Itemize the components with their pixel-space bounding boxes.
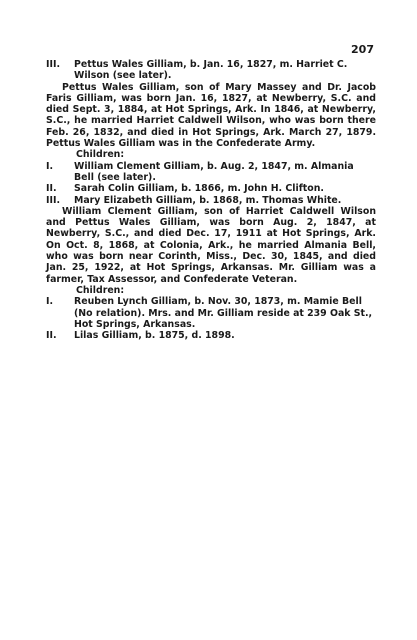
entry-text: Lilas Gilliam, b. 1875, d. 1898. xyxy=(74,330,235,342)
children-heading: Children: xyxy=(76,284,125,296)
list-entry xyxy=(46,59,376,82)
entry-numeral: II. xyxy=(46,183,57,195)
entry-text: William Clement Gilliam, b. Aug. 2, 1847, m. Almania Bell (see later). xyxy=(74,160,354,183)
entry-numeral: I. xyxy=(46,160,54,172)
entry-text: Sarah Colin Gilliam, b. 1866, m. John H. Clifton. xyxy=(74,183,324,195)
paragraph: Pettus Wales Gilliam, son of Mary Massey and Dr. Jacob Faris Gilliam, was born Jan. 16, 1827, at Newberry, S.C. and died Sept. 3, 1884, at Hot Springs, Ark. In 1846, at Newberry, S.C., he married Harriet Caldwell Wilson, who was born there Feb. 26, 1832, and died in Hot Springs, Ark. March 27, 1879. Pettus Wales Gilliam was in the Confederate Army. xyxy=(46,81,376,150)
entry-numeral: III. xyxy=(46,59,61,70)
entry-numeral: I. xyxy=(46,296,54,308)
entry-text: Pettus Wales Gilliam, b. Jan. 16, 1827, m. Harriet C. Wilson (see later). xyxy=(74,59,348,82)
entry-numeral: III. xyxy=(46,194,61,206)
list-entry xyxy=(46,296,376,330)
page-number: 207 xyxy=(351,43,374,56)
list-entry xyxy=(46,330,376,341)
entry-text: Mary Elizabeth Gilliam, b. 1868, m. Thomas White. xyxy=(74,194,342,206)
entry-text: Reuben Lynch Gilliam, b. Nov. 30, 1873, m. Mamie Bell (No relation). Mrs. and Mr. Gilliam reside at 239 Oak St., Hot Springs, Arkansas. xyxy=(74,296,373,330)
children-heading: Children: xyxy=(76,149,125,161)
page-body xyxy=(46,59,376,341)
entry-numeral: II. xyxy=(46,330,57,342)
list-entry xyxy=(46,195,376,206)
list-entry xyxy=(46,161,376,184)
list-entry xyxy=(46,183,376,194)
paragraph: William Clement Gilliam, son of Harriet Caldwell Wilson and Pettus Wales Gilliam, was born Aug. 2, 1847, at Newberry, S.C., and died Dec. 17, 1911 at Hot Springs, Ark. On Oct. 8, 1868, at Colonia, Ark., he married Almania Bell, who was born near Corinth, Miss., Dec. 30, 1845, and died Jan. 25, 1922, at Hot Springs, Arkansas. Mr. Gilliam was a farmer, Tax Assessor, and Confederate Veteran. xyxy=(46,205,376,285)
